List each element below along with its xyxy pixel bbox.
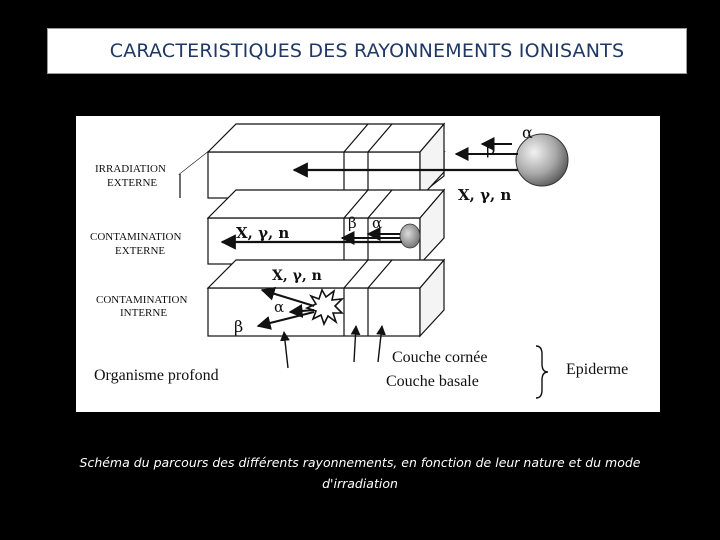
row-label-3-line1: CONTAMINATION xyxy=(96,294,188,306)
label-organisme: Organisme profond xyxy=(94,367,219,384)
label-beta-3: β xyxy=(234,317,244,336)
label-xgn-3: X, γ, n xyxy=(272,268,322,284)
title-box xyxy=(47,28,687,74)
row-label-3-line2: INTERNE xyxy=(120,307,168,319)
epiderme-brace xyxy=(536,346,548,398)
block-top-frame xyxy=(208,124,444,198)
label-basale: Couche basale xyxy=(386,373,479,390)
label-beta-1: β xyxy=(486,139,496,158)
label-cornee: Couche cornée xyxy=(392,349,488,366)
label-epiderme: Epiderme xyxy=(566,361,629,378)
label-beta-2: β xyxy=(348,214,357,232)
source-particle-contamination xyxy=(400,224,420,248)
figure-caption xyxy=(20,452,700,494)
label-alpha-1: α xyxy=(522,123,533,142)
label-xgn-1: X, γ, n xyxy=(458,186,512,204)
label-xgn-2: X, γ, n xyxy=(236,224,290,242)
row-label-2-line2: EXTERNE xyxy=(115,245,166,257)
label-alpha-2: α xyxy=(372,214,383,232)
caption-line-1: Schéma du parcours des différents rayonnements, en fonction de leur nature et du mode xyxy=(79,455,641,470)
row-label-2-line1: CONTAMINATION xyxy=(90,231,182,243)
label-alpha-3: α xyxy=(274,298,285,316)
row-label-1-line1: IRRADIATION xyxy=(95,163,166,175)
radiation-diagram xyxy=(76,116,660,412)
diagram-panel xyxy=(76,116,660,412)
caption-line-2: d'irradiation xyxy=(322,476,398,491)
row-label-1-line2: EXTERNE xyxy=(107,177,158,189)
page-title: CARACTERISTIQUES DES RAYONNEMENTS IONISANTS xyxy=(109,40,625,62)
pointer-organisme xyxy=(284,332,288,368)
